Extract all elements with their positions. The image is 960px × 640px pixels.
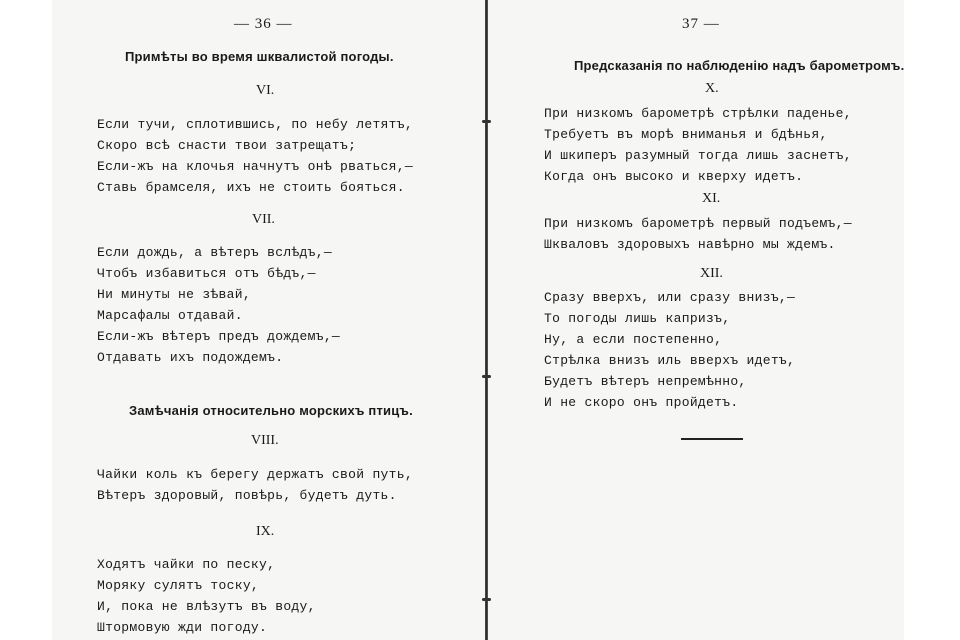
end-rule xyxy=(681,438,743,440)
verse-line: Если-жъ на клочья начнутъ онѣ рваться,— xyxy=(97,159,413,174)
verse-line: И не скоро онъ пройдетъ. xyxy=(544,395,739,410)
stanza xyxy=(97,242,340,368)
verse-line: И шкиперъ разумный тогда лишь заснетъ, xyxy=(544,148,852,163)
verse-line: Скоро всѣ снасти твои затрещатъ; xyxy=(97,138,357,153)
verse-line: Будетъ вѣтеръ непремѣнно, xyxy=(544,374,747,389)
verse-line: И, пока не влѣзутъ въ воду, xyxy=(97,599,316,614)
verse-line: Ставь брамселя, ихъ не стоить бояться. xyxy=(97,180,405,195)
verse-line: При низкомъ барометрѣ стрѣлки паденье, xyxy=(544,106,852,121)
stanza xyxy=(544,103,852,187)
section-heading: Замѣчанія относительно морскихъ птицъ. xyxy=(129,403,413,418)
stanza-numeral: VIII. xyxy=(251,433,279,448)
stanza xyxy=(97,114,413,198)
verse-line: Требуетъ въ морѣ вниманья и бдѣнья, xyxy=(544,127,828,142)
verse-line: Сразу вверхъ, или сразу внизъ,— xyxy=(544,290,796,305)
verse-line: Вѣтеръ здоровый, повѣрь, будетъ дуть. xyxy=(97,488,397,503)
stanza xyxy=(97,554,316,638)
verse-line: Ходятъ чайки по песку, xyxy=(97,557,276,572)
verse-line: Штормовую жди погоду. xyxy=(97,620,268,635)
stanza-numeral: XII. xyxy=(700,266,723,281)
section-heading: Предсказанія по наблюденію надъ барометромъ. xyxy=(574,58,905,73)
section-heading: Примѣты во время шквалистой погоды. xyxy=(125,49,394,64)
stanza xyxy=(544,213,852,255)
verse-line: Марсафалы отдавай. xyxy=(97,308,243,323)
verse-line: Ну, а если постепенно, xyxy=(544,332,723,347)
stanza-numeral: XI. xyxy=(702,191,721,206)
verse-line: Моряку сулятъ тоску, xyxy=(97,578,260,593)
verse-line: Когда онъ высоко и кверху идетъ. xyxy=(544,169,804,184)
book-spine xyxy=(485,0,488,640)
stanza xyxy=(97,464,413,506)
verse-line: Чайки коль къ берегу держатъ свой путь, xyxy=(97,467,413,482)
verse-line: Если-жъ вѣтеръ предъ дождемъ,— xyxy=(97,329,341,344)
verse-line: Шкваловъ здоровыхъ навѣрно мы ждемъ. xyxy=(544,237,836,252)
verse-line: Если дождь, а вѣтеръ вслѣдъ,— xyxy=(97,245,332,260)
stanza-numeral: X. xyxy=(705,81,719,96)
verse-line: Чтобъ избавиться отъ бѣдъ,— xyxy=(97,266,316,281)
verse-line: Ни минуты не зѣвай, xyxy=(97,287,251,302)
verse-line: Стрѣлка внизъ иль вверхъ идетъ, xyxy=(544,353,796,368)
right-page xyxy=(490,0,904,640)
verse-line: Если тучи, сплотившись, по небу летятъ, xyxy=(97,117,413,132)
verse-line: То погоды лишь капризъ, xyxy=(544,311,731,326)
stanza xyxy=(544,287,795,413)
page-number: 37 — xyxy=(682,16,720,32)
stanza-numeral: VII. xyxy=(252,212,275,227)
page-number: — 36 — xyxy=(234,16,293,32)
stanza-numeral: VI. xyxy=(256,83,275,98)
verse-line: При низкомъ барометрѣ первый подъемъ,— xyxy=(544,216,852,231)
stanza-numeral: IX. xyxy=(256,524,275,539)
left-page xyxy=(52,0,484,640)
verse-line: Отдавать ихъ подождемъ. xyxy=(97,350,284,365)
